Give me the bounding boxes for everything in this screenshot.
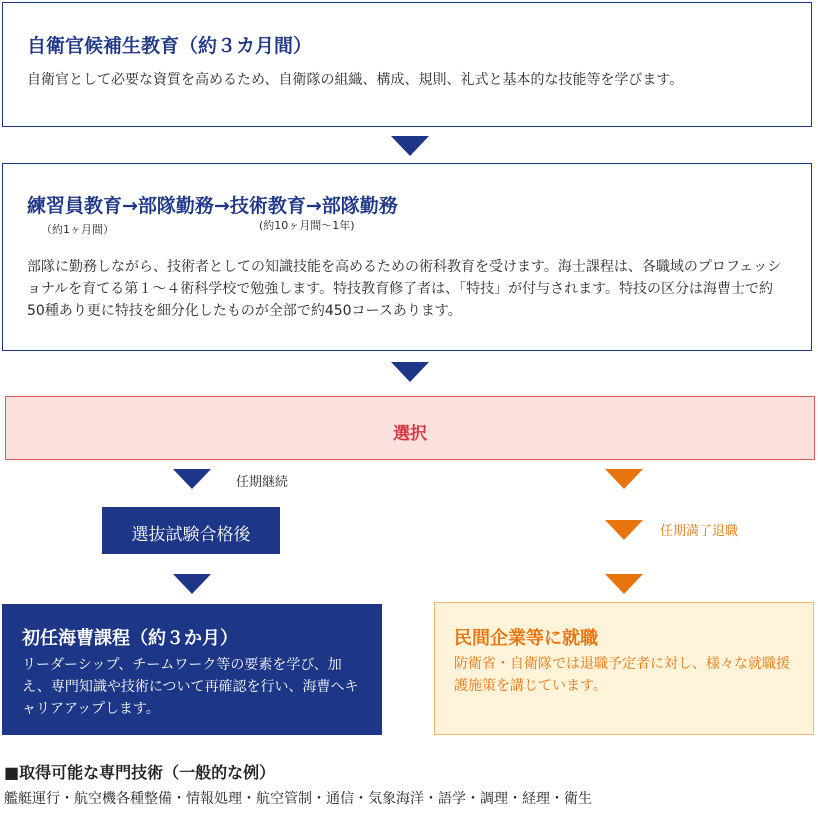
skills-heading: ■取得可能な専門技術（一般的な例） <box>4 763 276 782</box>
stage2-note-training: （約1ヶ月間） <box>41 223 114 236</box>
continue-result-box <box>2 604 382 735</box>
continue-result-description: リーダーシップ、チームワーク等の要素を学び、加え、専門知識や技術について再確認を行い、海曹へキャリアアップします。 <box>22 657 359 717</box>
selection-box <box>5 396 815 460</box>
arrow-down-icon <box>173 574 211 594</box>
stage2-note-technical: (約10ヶ月間〜1年) <box>259 219 355 232</box>
retire-result-box <box>434 602 814 735</box>
stage1-description: 自衛官として必要な資質を高めるため、自衛隊の組織、構成、規則、礼式と基本的な技能等を学びます。 <box>27 72 684 88</box>
stage1-title: 自衛官候補生教育（約３カ月間） <box>27 35 313 57</box>
stage2-box <box>2 163 812 351</box>
stage1-box <box>2 2 812 127</box>
arrow-down-icon <box>605 520 643 540</box>
arrow-down-icon <box>605 469 643 489</box>
arrow-down-icon <box>173 469 211 489</box>
skills-list: 艦艇運行・航空機各種整備・情報処理・航空管制・通信・気象海洋・語学・調理・経理・衛生 <box>4 791 592 807</box>
arrow-down-icon <box>605 574 643 594</box>
retire-caption: 任期満了退職 <box>660 524 739 539</box>
selection-label: 選択 <box>393 424 427 444</box>
arrow-down-icon <box>391 362 429 382</box>
exam-box <box>102 507 280 554</box>
continue-result-title: 初任海曹課程（約３か月） <box>22 628 238 649</box>
stage2-title: 練習員教育→部隊勤務→技術教育→部隊勤務 <box>27 195 398 217</box>
retire-result-description: 防衛省・自衛隊では退職予定者に対し、様々な就職援護施策を講じています。 <box>454 656 790 694</box>
continue-caption: 任期継続 <box>236 475 289 490</box>
exam-label: 選抜試験合格後 <box>131 525 251 545</box>
stage2-description: 部隊に勤務しながら、技術者としての知識技能を高めるための術科教育を受けます。海士課程は、各職域のプロフェッショナルを育てる第１〜４術科学校で勉強します。特技教育修了者は、「特技」が付与されます。特技の区分は海曹士で約50種あり更に特技を細分化したものが全部で約450コースあります。 <box>27 259 782 319</box>
arrow-down-icon <box>391 136 429 156</box>
retire-result-title: 民間企業等に就職 <box>454 628 598 649</box>
